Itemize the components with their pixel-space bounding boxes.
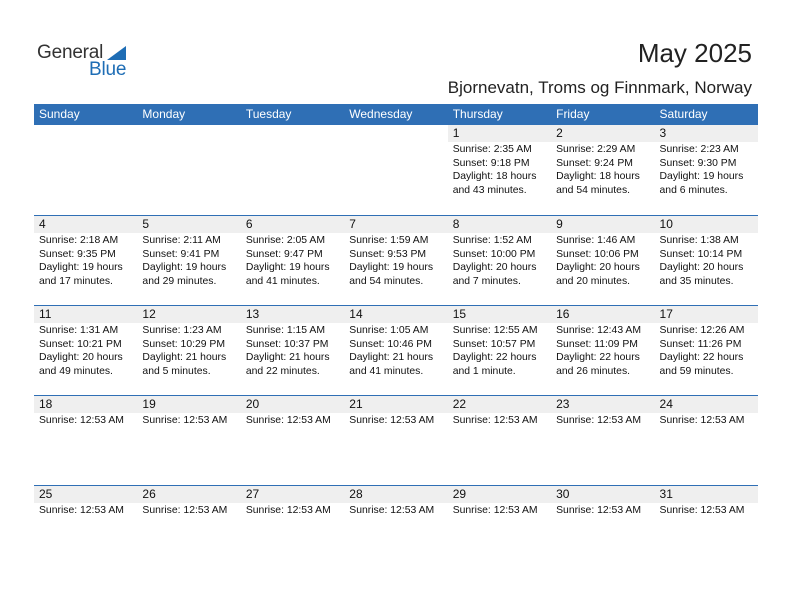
day-info-line: Sunrise: 1:23 AM (142, 325, 222, 336)
day-info-line: Daylight: 19 hours (659, 171, 744, 182)
day-info-line: Daylight: 18 hours (452, 171, 537, 182)
day-info-line: Sunrise: 12:53 AM (142, 415, 228, 426)
day-cell (655, 306, 758, 395)
day-info-line: Daylight: 21 hours (245, 352, 330, 363)
day-cell (241, 486, 344, 575)
day-cell (655, 216, 758, 305)
day-info-line: Daylight: 20 hours (659, 262, 744, 273)
day-sun-info (39, 503, 137, 518)
day-sun-info (142, 503, 240, 518)
day-info-line: Daylight: 22 hours (556, 352, 640, 363)
day-info-line: and 54 minutes. (556, 184, 631, 196)
day-sun-info (349, 503, 447, 518)
day-sun-info (556, 233, 654, 288)
day-number: 26 (137, 486, 240, 503)
day-info-line: Sunrise: 2:23 AM (659, 144, 739, 155)
day-info-line: Sunrise: 1:38 AM (659, 235, 739, 246)
day-info-line: Sunrise: 12:53 AM (556, 415, 642, 426)
day-number: 16 (551, 306, 654, 323)
day-info-line: Sunrise: 1:31 AM (39, 325, 119, 336)
day-number: 13 (241, 306, 344, 323)
day-cell (448, 486, 551, 575)
day-info-line: Daylight: 20 hours (556, 262, 640, 273)
day-cell (344, 216, 447, 305)
day-cell (655, 125, 758, 215)
generalblue-logo (37, 42, 137, 82)
day-info-line: Daylight: 19 hours (349, 262, 434, 273)
day-cell (137, 125, 240, 215)
day-number: 31 (655, 486, 758, 503)
day-info-line: Sunset: 10:46 PM (349, 338, 432, 350)
day-info-line: and 49 minutes. (39, 365, 113, 377)
day-info-line: Sunset: 11:09 PM (556, 338, 638, 350)
day-info-line: and 7 minutes. (452, 275, 521, 287)
weekday-wednesday: Wednesday (349, 107, 413, 121)
day-sun-info (453, 142, 551, 197)
day-sun-info (142, 413, 240, 428)
day-sun-info (349, 233, 447, 288)
day-info-line: and 22 minutes. (245, 365, 320, 377)
day-info-line: Sunset: 10:57 PM (452, 338, 536, 350)
day-info-line: Sunrise: 12:53 AM (659, 505, 745, 516)
day-info-line: Sunrise: 12:26 AM (659, 325, 745, 336)
day-cell (344, 125, 447, 215)
day-info-line: Daylight: 20 hours (39, 352, 123, 363)
day-number: 2 (551, 125, 654, 142)
calendar-grid (34, 104, 758, 575)
day-cell (551, 125, 654, 215)
logo-triangle-icon (107, 46, 126, 60)
day-number: 28 (344, 486, 447, 503)
day-info-line: Sunset: 9:53 PM (349, 248, 427, 260)
day-number: 8 (448, 216, 551, 233)
day-cell (655, 486, 758, 575)
day-info-line: Daylight: 22 hours (659, 352, 744, 363)
day-number: 9 (551, 216, 654, 233)
day-number: 3 (655, 125, 758, 142)
day-number: 11 (34, 306, 137, 323)
day-sun-info (453, 323, 551, 378)
day-number: 24 (655, 396, 758, 413)
logo-blue-text: Blue (89, 59, 127, 80)
day-info-line: and 6 minutes. (659, 184, 728, 196)
day-number: 23 (551, 396, 654, 413)
day-info-line: and 29 minutes. (142, 275, 217, 287)
day-cell (137, 486, 240, 575)
weekday-tuesday: Tuesday (245, 107, 292, 121)
day-info-line: and 54 minutes. (349, 275, 424, 287)
calendar-week-row (34, 125, 758, 215)
day-number: 4 (34, 216, 137, 233)
day-sun-info (349, 323, 447, 378)
day-sun-info (39, 413, 137, 428)
logo-general-text: General (37, 42, 104, 63)
day-info-line: Sunset: 9:47 PM (245, 248, 323, 260)
day-number: 7 (344, 216, 447, 233)
day-info-line: and 41 minutes. (349, 365, 424, 377)
day-number: 27 (241, 486, 344, 503)
day-info-line: and 1 minute. (452, 365, 516, 377)
day-info-line: Daylight: 20 hours (452, 262, 537, 273)
day-sun-info (660, 503, 758, 518)
day-sun-info (246, 503, 344, 518)
day-info-line: Daylight: 18 hours (556, 171, 640, 182)
day-cell (34, 216, 137, 305)
weekday-monday: Monday (142, 107, 186, 121)
day-info-line: Sunset: 9:35 PM (39, 248, 116, 260)
day-info-line: Sunrise: 1:05 AM (349, 325, 429, 336)
day-info-line: Daylight: 22 hours (452, 352, 537, 363)
day-cell (551, 396, 654, 485)
day-cell (655, 396, 758, 485)
day-info-line: Sunset: 10:00 PM (452, 248, 536, 260)
day-sun-info (660, 142, 758, 197)
day-sun-info (39, 323, 137, 378)
weekday-friday: Friday (556, 107, 590, 121)
day-number: 14 (344, 306, 447, 323)
day-info-line: Sunrise: 12:53 AM (349, 505, 435, 516)
day-sun-info (660, 233, 758, 288)
day-cell (34, 306, 137, 395)
day-info-line: Sunrise: 12:53 AM (245, 505, 331, 516)
day-info-line: Sunset: 10:06 PM (556, 248, 639, 260)
day-info-line: Sunset: 9:18 PM (452, 157, 530, 169)
day-number: 1 (448, 125, 551, 142)
day-info-line: Sunrise: 12:53 AM (245, 415, 331, 426)
day-info-line: Sunset: 10:14 PM (659, 248, 743, 260)
day-sun-info (660, 413, 758, 428)
day-info-line: Sunset: 9:41 PM (142, 248, 220, 260)
day-number: 19 (137, 396, 240, 413)
day-sun-info (556, 323, 654, 378)
day-info-line: and 17 minutes. (39, 275, 113, 287)
calendar-week-row (34, 305, 758, 395)
day-cell (34, 396, 137, 485)
day-info-line: Sunrise: 12:53 AM (659, 415, 745, 426)
weekday-header-row (34, 104, 758, 125)
day-cell (241, 216, 344, 305)
day-sun-info (142, 323, 240, 378)
day-info-line: Sunrise: 2:11 AM (142, 235, 221, 246)
day-cell (344, 306, 447, 395)
calendar-week-row (34, 215, 758, 305)
day-cell (34, 125, 137, 215)
day-cell (137, 306, 240, 395)
day-info-line: and 20 minutes. (556, 275, 631, 287)
day-cell (137, 216, 240, 305)
day-info-line: Sunset: 10:37 PM (245, 338, 329, 350)
day-info-line: and 5 minutes. (142, 365, 211, 377)
page-title: May 2025 (637, 38, 752, 68)
day-cell (241, 396, 344, 485)
day-cell (448, 396, 551, 485)
day-info-line: and 41 minutes. (245, 275, 320, 287)
calendar-week-row (34, 395, 758, 485)
day-number: 18 (34, 396, 137, 413)
day-cell (137, 396, 240, 485)
day-info-line: Daylight: 21 hours (142, 352, 227, 363)
day-cell (34, 486, 137, 575)
calendar-weeks (34, 125, 758, 575)
day-info-line: Sunrise: 1:59 AM (349, 235, 429, 246)
day-cell (241, 125, 344, 215)
day-cell (551, 306, 654, 395)
day-info-line: Sunrise: 1:52 AM (452, 235, 532, 246)
day-info-line: Sunrise: 2:35 AM (452, 144, 532, 155)
day-info-line: Sunset: 9:24 PM (556, 157, 633, 169)
day-info-line: and 26 minutes. (556, 365, 631, 377)
day-info-line: Sunrise: 2:29 AM (556, 144, 636, 155)
day-sun-info (246, 413, 344, 428)
location-subtitle: Bjornevatn, Troms og Finnmark, Norway (447, 78, 752, 97)
day-info-line: Daylight: 19 hours (142, 262, 227, 273)
day-info-line: Sunrise: 12:43 AM (556, 325, 642, 336)
day-sun-info (453, 413, 551, 428)
day-info-line: Sunset: 10:21 PM (39, 338, 122, 350)
day-info-line: Sunset: 9:30 PM (659, 157, 737, 169)
day-info-line: Sunrise: 12:53 AM (349, 415, 435, 426)
day-info-line: Sunrise: 12:53 AM (39, 505, 124, 516)
day-sun-info (556, 503, 654, 518)
day-info-line: Sunrise: 2:18 AM (39, 235, 119, 246)
day-number: 12 (137, 306, 240, 323)
day-number: 29 (448, 486, 551, 503)
day-number: 30 (551, 486, 654, 503)
day-info-line: Sunrise: 12:53 AM (39, 415, 124, 426)
day-info-line: Sunrise: 1:46 AM (556, 235, 636, 246)
day-sun-info (453, 503, 551, 518)
day-number: 17 (655, 306, 758, 323)
day-number: 25 (34, 486, 137, 503)
day-cell (241, 306, 344, 395)
weekday-saturday: Saturday (659, 107, 708, 121)
day-number: 20 (241, 396, 344, 413)
day-sun-info (39, 233, 137, 288)
day-sun-info (246, 233, 344, 288)
day-info-line: Daylight: 21 hours (349, 352, 434, 363)
day-sun-info (556, 413, 654, 428)
day-info-line: Sunrise: 12:55 AM (452, 325, 538, 336)
day-info-line: Daylight: 19 hours (245, 262, 330, 273)
day-sun-info (453, 233, 551, 288)
day-number: 6 (241, 216, 344, 233)
day-sun-info (556, 142, 654, 197)
day-info-line: Sunrise: 12:53 AM (452, 505, 538, 516)
day-info-line: Sunset: 10:29 PM (142, 338, 226, 350)
weekday-sunday: Sunday (39, 107, 80, 121)
day-info-line: Sunrise: 2:05 AM (245, 235, 325, 246)
day-cell (344, 396, 447, 485)
day-cell (448, 306, 551, 395)
day-info-line: Sunrise: 12:53 AM (452, 415, 538, 426)
day-number: 21 (344, 396, 447, 413)
day-cell (551, 216, 654, 305)
day-cell (448, 125, 551, 215)
day-number: 10 (655, 216, 758, 233)
day-sun-info (142, 233, 240, 288)
day-info-line: Sunset: 11:26 PM (659, 338, 742, 350)
day-number: 15 (448, 306, 551, 323)
day-info-line: Sunrise: 1:15 AM (245, 325, 325, 336)
weekday-thursday: Thursday (452, 107, 503, 121)
day-sun-info (246, 323, 344, 378)
calendar-week-row (34, 485, 758, 575)
day-info-line: Daylight: 19 hours (39, 262, 123, 273)
day-info-line: Sunrise: 12:53 AM (142, 505, 228, 516)
day-cell (448, 216, 551, 305)
day-cell (551, 486, 654, 575)
day-info-line: and 35 minutes. (659, 275, 734, 287)
day-info-line: and 59 minutes. (659, 365, 734, 377)
day-info-line: and 43 minutes. (452, 184, 527, 196)
day-sun-info (349, 413, 447, 428)
day-cell (344, 486, 447, 575)
day-sun-info (660, 323, 758, 378)
day-number: 5 (137, 216, 240, 233)
day-number: 22 (448, 396, 551, 413)
day-info-line: Sunrise: 12:53 AM (556, 505, 642, 516)
